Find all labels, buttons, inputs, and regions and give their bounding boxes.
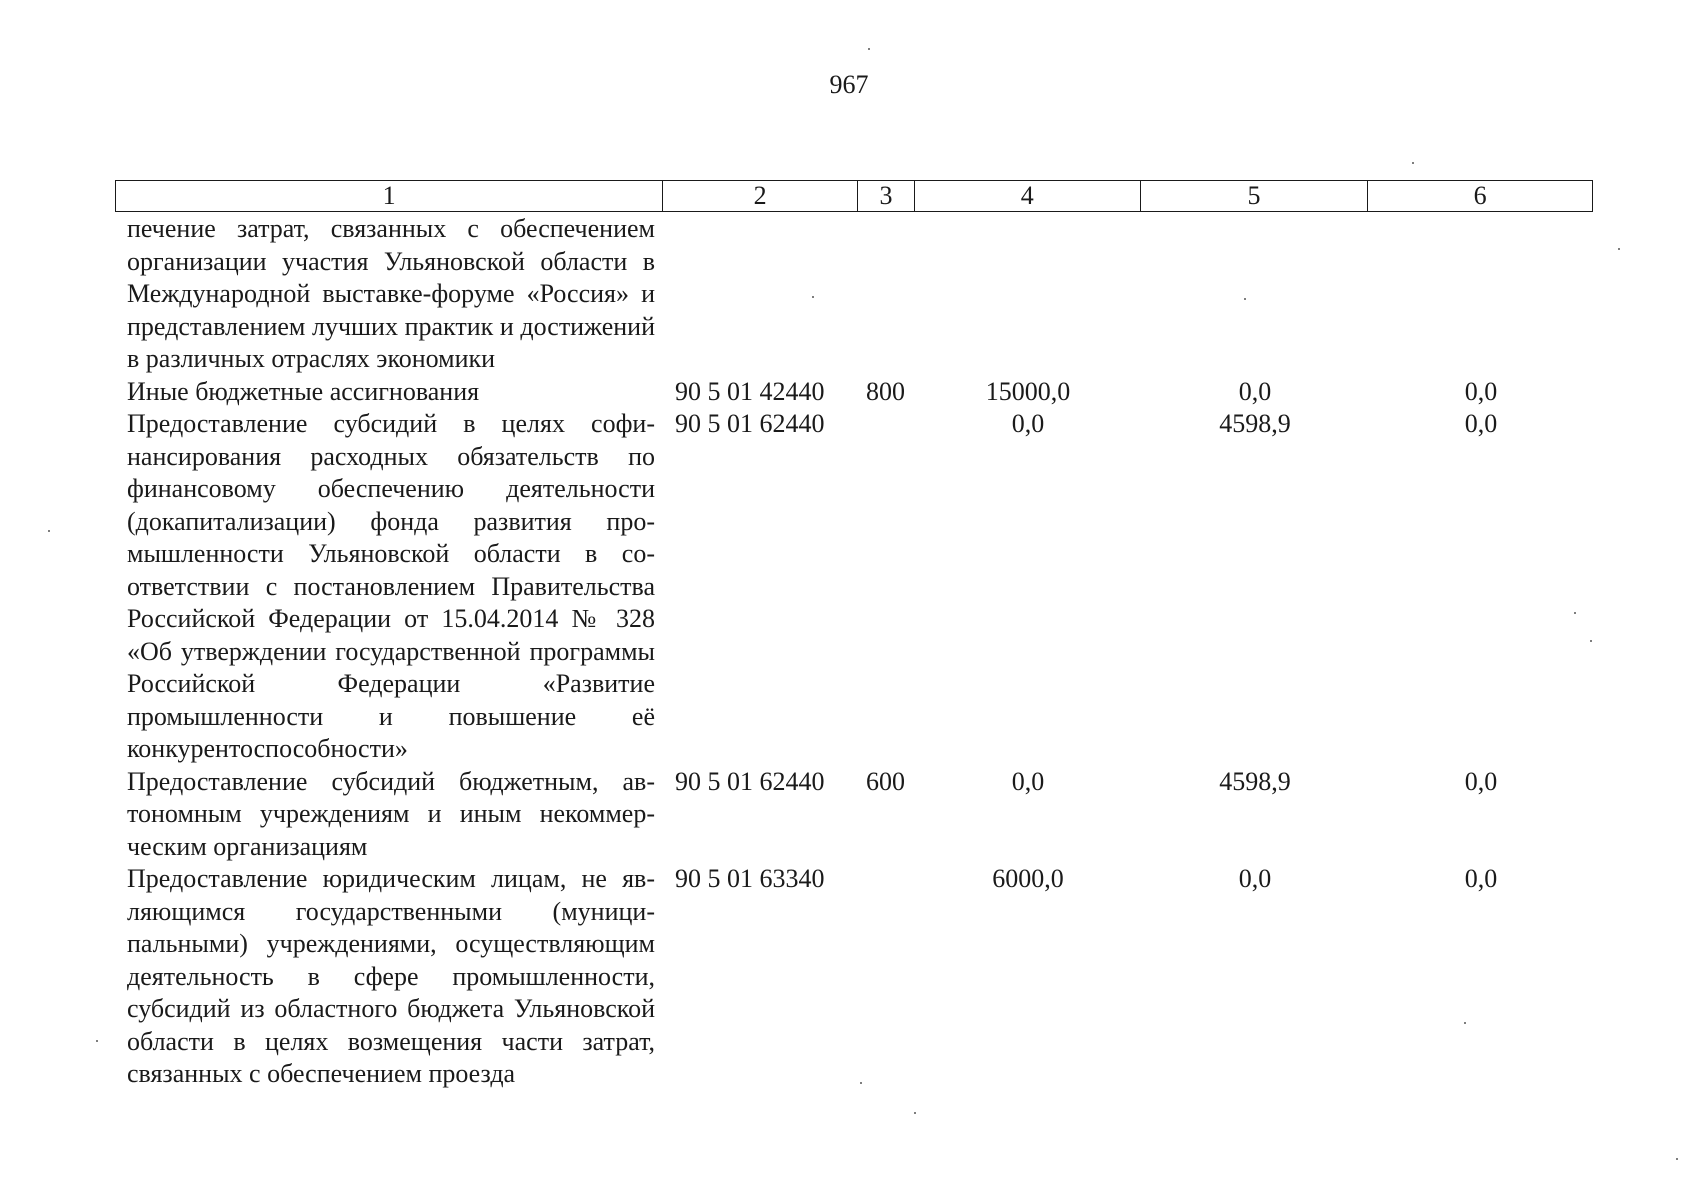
scan-speck — [812, 296, 814, 298]
scan-speck — [96, 1040, 98, 1042]
header-col-3: 3 — [858, 181, 915, 211]
table-row — [115, 863, 1593, 1091]
row-value-col6: 0,0 — [1464, 864, 1498, 893]
row-value-col6 — [1369, 213, 1593, 376]
row-value-col6: 0,0 — [1464, 409, 1498, 438]
header-col-5: 5 — [1141, 181, 1369, 211]
row-expense-type — [858, 213, 915, 376]
scan-speck — [914, 1112, 916, 1114]
table-row — [115, 766, 1593, 864]
row-target-code — [663, 213, 858, 376]
row-expense-type: 600 — [866, 766, 905, 796]
row-target-code: 90 5 01 62440 — [675, 766, 825, 796]
row-value-col5: 0,0 — [1238, 864, 1272, 893]
scan-speck — [868, 48, 870, 50]
row-expense-type — [858, 408, 915, 766]
scan-speck — [1412, 162, 1414, 164]
scan-speck — [1464, 1022, 1466, 1024]
table-header — [115, 180, 1593, 212]
row-value-col4 — [915, 213, 1141, 376]
row-value-col4: 0,0 — [1011, 409, 1045, 438]
row-value-col5 — [1141, 213, 1369, 376]
row-target-code: 90 5 01 42440 — [675, 376, 825, 406]
table-row — [115, 408, 1593, 766]
header-col-1: 1 — [116, 181, 663, 211]
row-value-col5: 0,0 — [1238, 376, 1272, 406]
row-value-col6: 0,0 — [1464, 376, 1498, 406]
scan-speck — [1676, 1158, 1678, 1160]
row-target-code: 90 5 01 63340 — [675, 864, 825, 893]
table-body — [115, 213, 1593, 1091]
table-row — [115, 213, 1593, 376]
scan-speck — [48, 530, 50, 532]
scan-speck — [860, 1082, 862, 1084]
scan-speck — [1618, 248, 1620, 250]
row-value-col5: 4598,9 — [1219, 766, 1291, 796]
row-description: Предоставление субсидий в целях софинансирования расходных обязательств по финансовому обеспечению деятельности (докапитализации) фонда развития промышленности Ульяновской области в соответствии с постановлением Правительства Российской Федерации от 15.04.2014 № 328 «Об утверждении государственной программы Российской Федерации «Развитие промышленности и повышение её конкурентоспособности» — [127, 409, 655, 763]
row-target-code: 90 5 01 62440 — [675, 409, 825, 438]
row-description: Предоставление субсидий бюджетным, автономным учреждениям и иным некоммерческим организациям — [127, 766, 655, 861]
scan-speck — [1244, 298, 1246, 300]
row-value-col6: 0,0 — [1464, 766, 1498, 796]
row-expense-type: 800 — [866, 376, 905, 406]
scan-speck — [1574, 612, 1576, 614]
header-col-2: 2 — [663, 181, 858, 211]
row-value-col4: 0,0 — [1011, 766, 1045, 796]
row-value-col5: 4598,9 — [1219, 409, 1291, 438]
row-expense-type — [858, 863, 915, 1091]
row-value-col4: 6000,0 — [992, 864, 1064, 893]
header-col-4: 4 — [915, 181, 1141, 211]
row-description: печение затрат, связанных с обеспечением организации участия Ульяновской области в Международной выставке-форуме «Россия» и представлением лучших практик и достижений в различных отраслях экономики — [127, 214, 655, 373]
scan-speck — [1590, 640, 1592, 642]
row-description: Предоставление юридическим лицам, не являющимся государственными (муниципальными) учреждениями, осуществляющим деятельность в сфере промышленности, субсидий из областного бюджета Ульяновской области в целях возмещения части затрат, связанных с обеспечением проезда — [127, 864, 655, 1088]
row-description: Иные бюджетные ассигнования — [127, 376, 480, 406]
row-value-col4: 15000,0 — [985, 376, 1071, 406]
header-col-6: 6 — [1473, 181, 1487, 210]
page-number: 967 — [829, 70, 869, 99]
table-row — [115, 376, 1593, 409]
